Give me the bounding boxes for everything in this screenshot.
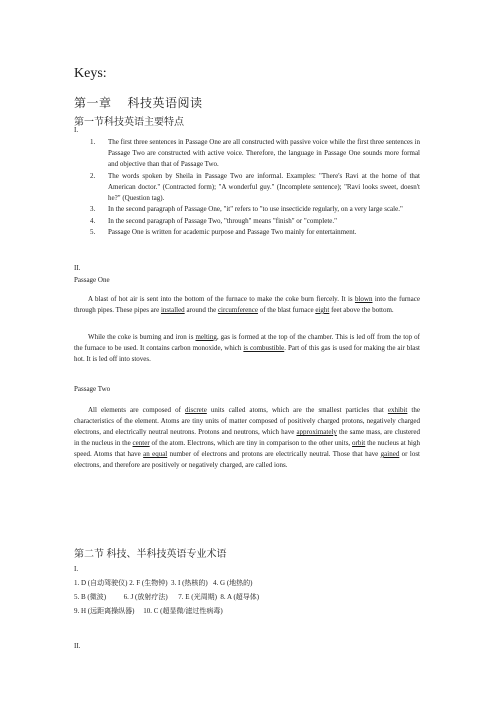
blank-answer: is combustible (243, 344, 285, 352)
text-run: the characteristics of the element. Atoms are tiny units of matter composed of positively charged protons, negatively charged electrons, and electrically neutral neutrons. Protons and neutrons, which have (74, 406, 420, 436)
text-run: into the furnace through pipes. These pipes are (74, 295, 420, 314)
section-2-part-1-label: I. (74, 565, 79, 573)
text-run: . Part of this gas is used for making the air blast hot. It is led off into stoves. (74, 344, 420, 363)
list-item (74, 137, 420, 170)
blank-answer: eight (315, 306, 330, 314)
passage-one-label: Passage One (74, 276, 110, 284)
section-heading-2: 第二节 科技、半科技英语专业术语 (74, 549, 227, 560)
blank-answer: exhibit (387, 406, 408, 414)
text-run: While the coke is burning and iron is (88, 333, 196, 341)
blank-answer: blown (354, 295, 373, 303)
text-run: A blast of hot air is sent into the bottom of the furnace to make the coke burn fiercely. It is (88, 295, 355, 303)
blank-answer: center (132, 439, 150, 447)
list-item (74, 204, 420, 215)
blank-answer: installed (160, 306, 185, 314)
passage-two-paragraph (74, 405, 420, 471)
blank-answer: an equal (143, 450, 168, 458)
item-number: 2. (90, 171, 96, 180)
list-item (74, 171, 420, 204)
part-1-list (74, 137, 420, 239)
blank-answer: melting (195, 333, 217, 341)
blank-answer: circumference (217, 306, 258, 314)
item-number: 4. (90, 216, 96, 225)
blank-answer: gained (380, 450, 400, 458)
text-run: the same mass, are clustered in the nucleus in the (74, 428, 420, 447)
list-item (74, 227, 420, 238)
text-run: or lost electrons, and therefore are positively or negatively charged, are called ions. (74, 450, 420, 469)
item-text: In the second paragraph of Passage Two, "through" means "finish" or "complete." (108, 216, 337, 225)
section-heading-1: 第一节科技英语主要特点 (74, 117, 184, 128)
answer-row: 5. B (微波) 6. J (放射疗法) 7. E (光周期) 8. A (超导体) (74, 593, 260, 601)
text-run: the nucleus at high speed. Atoms that have (74, 439, 420, 458)
text-run: , gas is formed at the top of the chamber. This is led off from the top of the furnace to be used. It contains carbon monoxide, which (74, 333, 420, 352)
item-text: Passage One is written for academic purpose and Passage Two mainly for entertainment. (108, 228, 357, 236)
answer-row: 9. H (远距离操纵器) 10. C (超显微/滤过性病毒) (74, 607, 223, 615)
answer-row: 1. D (自动驾驶仪) 2. F (生物钟) 3. I (热核的) 4. G (地热的) (74, 579, 253, 587)
blank-answer: orbit (352, 439, 366, 447)
blank-answer: approximately (296, 428, 337, 436)
item-text: In the second paragraph of Passage One, "it" refers to "to use insecticide regularly, on a very large scale." (108, 205, 403, 213)
item-number: 3. (90, 205, 96, 213)
passage-two-label: Passage Two (74, 385, 111, 393)
chapter-heading: 第一章 科技英语阅读 (74, 96, 203, 110)
text-run: All elements are composed of (88, 406, 186, 414)
text-run: units called atoms, which are the smallest particles that (206, 406, 388, 414)
passage-one-paragraph-2 (74, 332, 420, 365)
text-run: of the atom. Electrons, which are tiny in comparison to the other units, (149, 439, 352, 447)
item-number: 1. (90, 138, 96, 146)
text-run: number of electrons and protons are electrically neutral. Those that have (167, 450, 381, 458)
item-text: The first three sentences in Passage One are all constructed with passive voice while the first three sentences in Passage Two are constructed with active voice. Therefore, the language in Passage One sounds more formal and objective than that of Passage Two. (108, 138, 420, 168)
blank-answer: discrete (185, 406, 207, 414)
part-1-label: I. (74, 126, 79, 134)
item-text: The words spoken by Sheila in Passage Two are informal. Examples: "There's Ravi at the home of that American doctor." (Contracted form); "A wonderful guy." (Incomplete sentence); "Ravi looks sweet, doesn't he?" (Question tag). (108, 171, 420, 202)
section-2-part-2-label: II. (74, 642, 81, 650)
list-item (74, 216, 420, 227)
text-run: around the (184, 306, 218, 314)
page-title: Keys: (74, 66, 107, 81)
item-number: 5. (90, 228, 96, 236)
text-run: feet above the bottom. (329, 306, 394, 314)
text-run: of the blast furnace (257, 306, 316, 314)
part-2-label: II. (74, 264, 81, 272)
passage-one-paragraph-1 (74, 294, 420, 316)
